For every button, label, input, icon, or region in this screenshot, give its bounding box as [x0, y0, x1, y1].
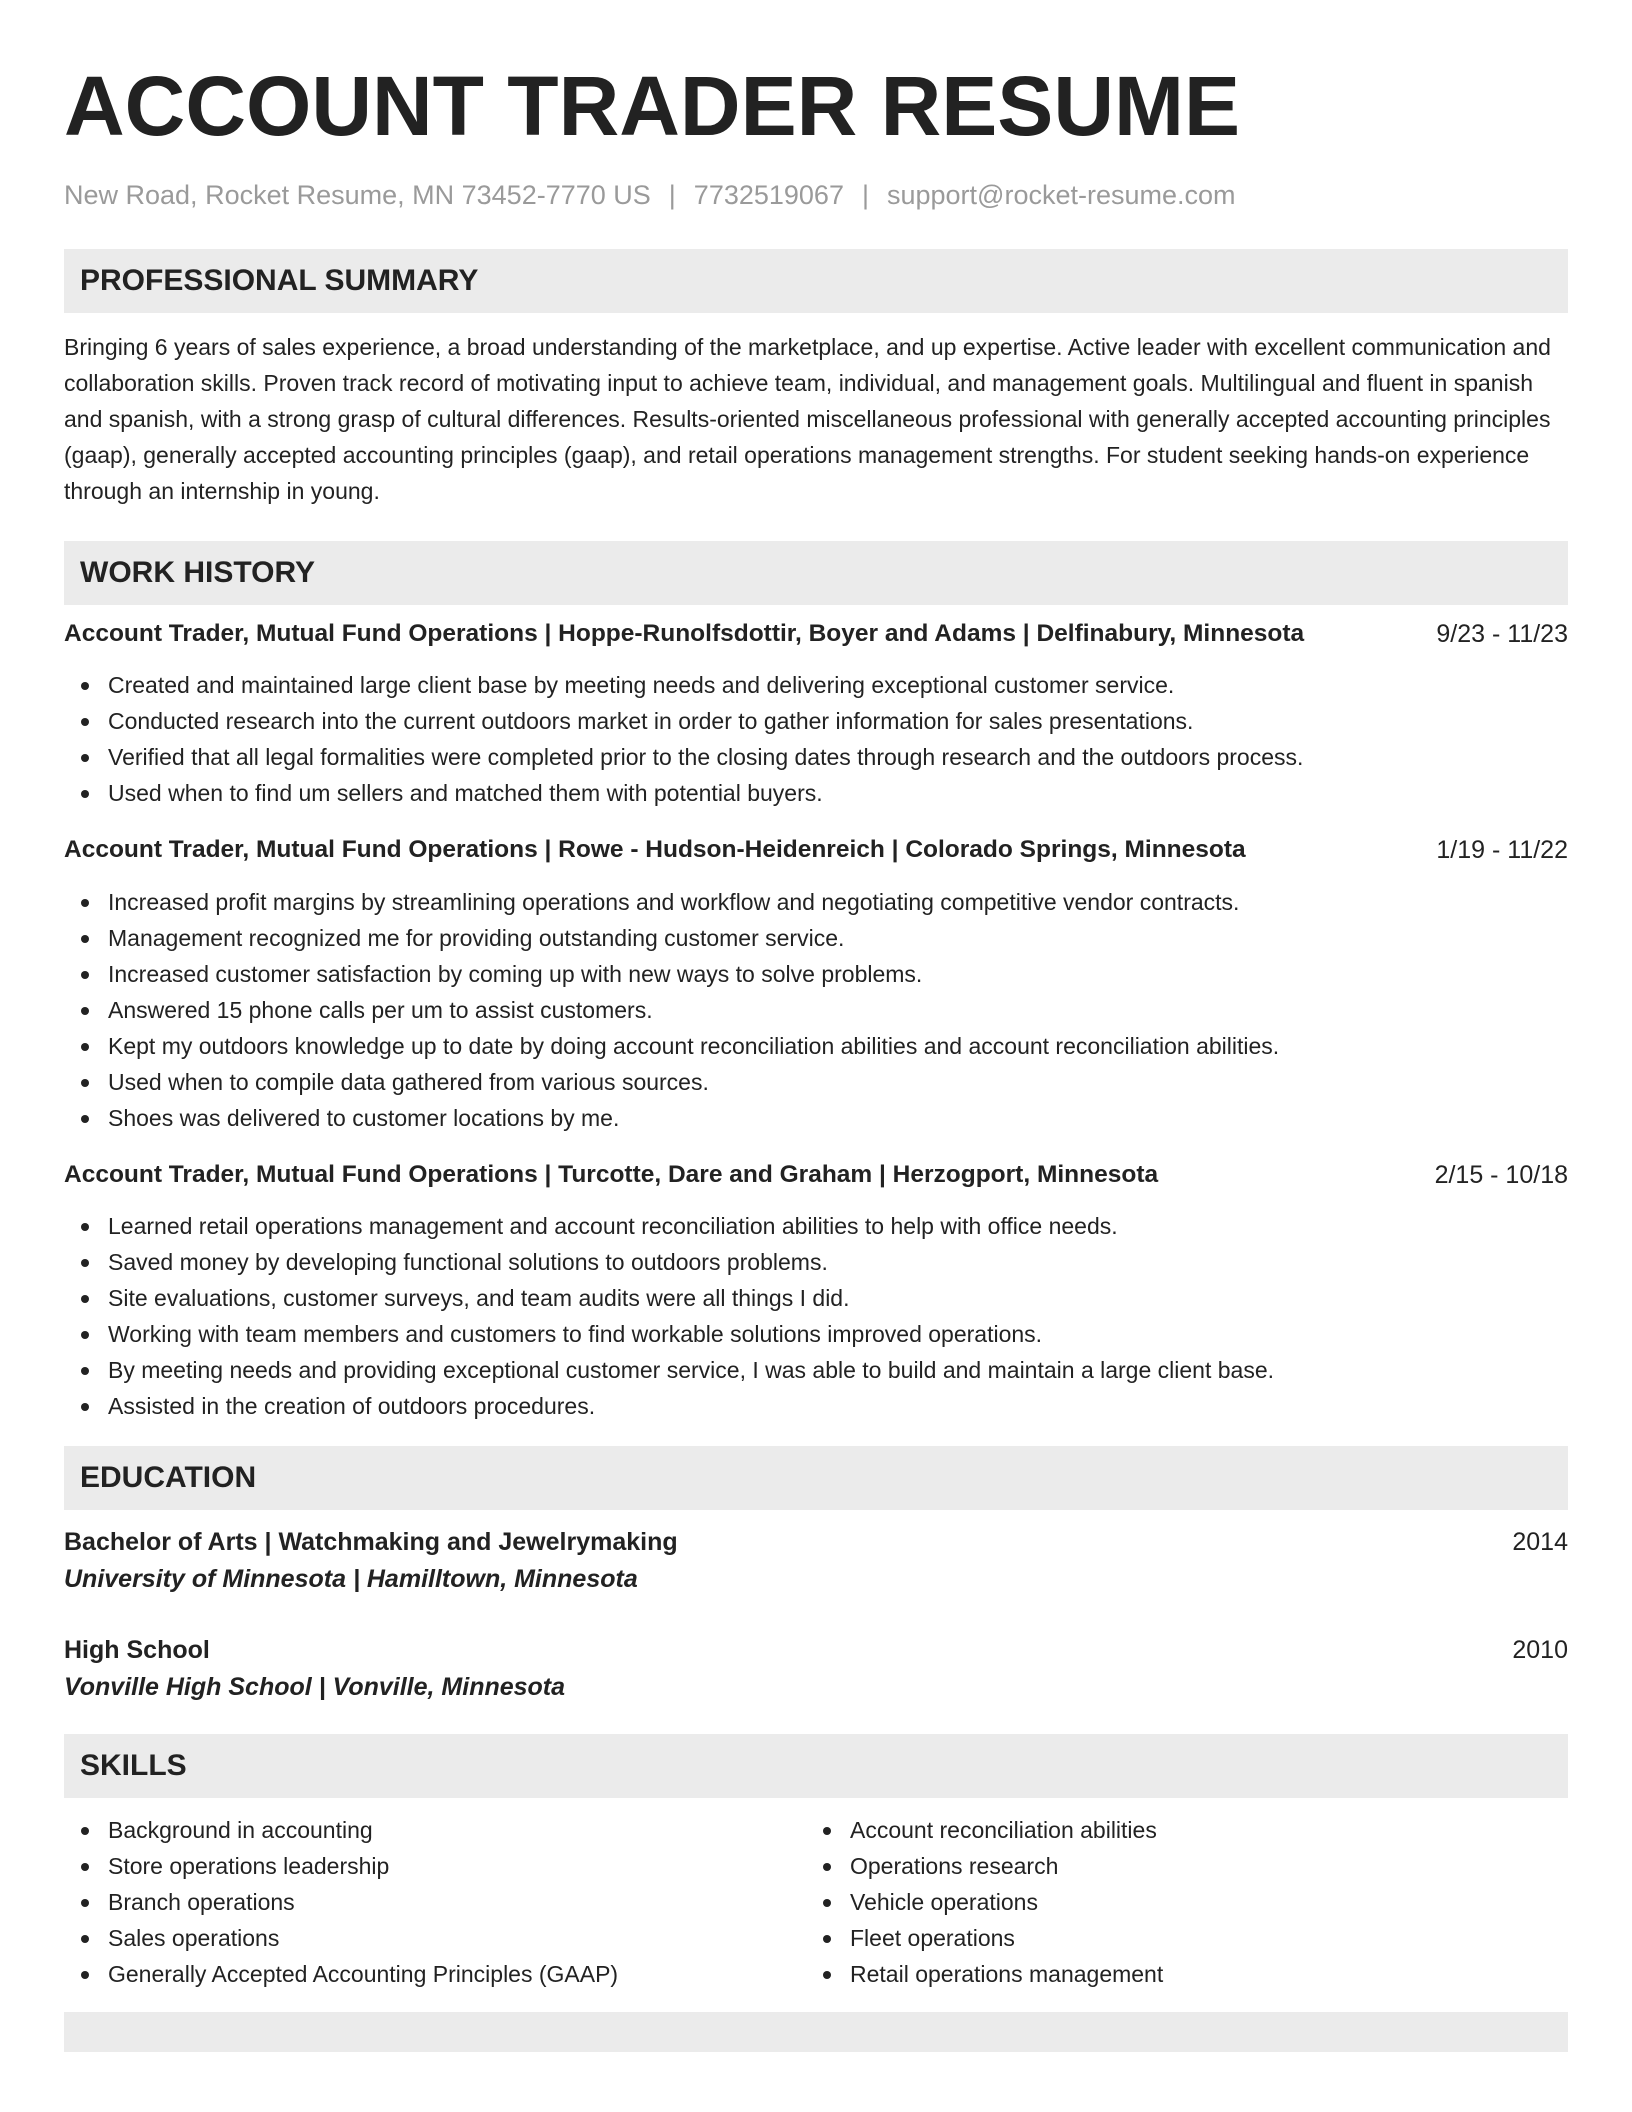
list-item: Verified that all legal formalities were completed prior to the closing dates through research and the outdoors process. — [64, 739, 1568, 775]
section-header-skills: SKILLS — [64, 1734, 1568, 1798]
skill-item: Sales operations — [64, 1920, 806, 1956]
list-item: Learned retail operations management and account reconciliation abilities to help with office needs. — [64, 1208, 1568, 1244]
section-header-work-history: WORK HISTORY — [64, 541, 1568, 605]
job-dates: 1/19 - 11/22 — [1436, 836, 1568, 864]
skill-item: Background in accounting — [64, 1812, 806, 1848]
skill-item: Vehicle operations — [806, 1884, 1548, 1920]
skills-column-right — [806, 1812, 1548, 1992]
job-dates: 2/15 - 10/18 — [1434, 1161, 1568, 1189]
job-bullets — [64, 1208, 1568, 1424]
list-item: Increased profit margins by streamlining operations and workflow and negotiating competitive vendor contracts. — [64, 884, 1568, 920]
education-school: University of Minnesota | Hamilltown, Minnesota — [64, 1565, 638, 1593]
job-entry — [64, 617, 1568, 811]
section-header-education: EDUCATION — [64, 1446, 1568, 1510]
education-header — [64, 1632, 1568, 1668]
contact-email: support@rocket-resume.com — [886, 180, 1236, 210]
section-header-summary: PROFESSIONAL SUMMARY — [64, 249, 1568, 313]
list-item: Used when to compile data gathered from various sources. — [64, 1064, 1568, 1100]
education-year: 2014 — [1512, 1528, 1568, 1556]
list-item: Shoes was delivered to customer locations by me. — [64, 1100, 1568, 1136]
skill-item: Operations research — [806, 1848, 1548, 1884]
list-item: Saved money by developing functional solutions to outdoors problems. — [64, 1244, 1568, 1280]
list-item: Created and maintained large client base by meeting needs and delivering exceptional customer service. — [64, 667, 1568, 703]
education-degree: Bachelor of Arts | Watchmaking and Jewelrymaking — [64, 1528, 678, 1556]
job-header — [64, 1158, 1568, 1192]
education-degree: High School — [64, 1636, 210, 1664]
job-entry — [64, 1158, 1568, 1424]
job-title: Account Trader, Mutual Fund Operations | Turcotte, Dare and Graham | Herzogport, Minnesota — [64, 1161, 1159, 1188]
education-header — [64, 1524, 1568, 1560]
list-item: Used when to find um sellers and matched them with potential buyers. — [64, 775, 1568, 811]
job-bullets — [64, 667, 1568, 811]
list-item: Conducted research into the current outdoors market in order to gather information for sales presentations. — [64, 703, 1568, 739]
list-item: Assisted in the creation of outdoors procedures. — [64, 1388, 1568, 1424]
list-item: Answered 15 phone calls per um to assist customers. — [64, 992, 1568, 1028]
education-year: 2010 — [1512, 1636, 1568, 1664]
skill-item: Fleet operations — [806, 1920, 1548, 1956]
job-title: Account Trader, Mutual Fund Operations | Rowe - Hudson-Heidenreich | Colorado Springs, Minnesota — [64, 836, 1246, 863]
skill-item: Generally Accepted Accounting Principles (GAAP) — [64, 1956, 806, 1992]
resume-page — [64, 56, 1568, 2052]
job-title: Account Trader, Mutual Fund Operations | Hoppe-Runolfsdottir, Boyer and Adams | Delfinabury, Minnesota — [64, 620, 1305, 647]
job-header — [64, 833, 1568, 867]
job-header — [64, 617, 1568, 651]
contact-address: New Road, Rocket Resume, MN 73452-7770 US — [64, 180, 651, 210]
contact-line — [64, 178, 1568, 212]
skills-grid — [64, 1812, 1568, 1992]
list-item: Working with team members and customers to find workable solutions improved operations. — [64, 1316, 1568, 1352]
section-header-next — [64, 2012, 1568, 2052]
contact-separator: | — [668, 180, 676, 210]
list-item: Kept my outdoors knowledge up to date by doing account reconciliation abilities and account reconciliation abilities. — [64, 1028, 1568, 1064]
education-entry — [64, 1524, 1568, 1598]
skill-item: Branch operations — [64, 1884, 806, 1920]
education-school: Vonville High School | Vonville, Minnesota — [64, 1673, 566, 1701]
summary-text: Bringing 6 years of sales experience, a broad understanding of the marketplace, and up expertise. Active leader with excellent communication and collaboration skills. Proven track record of motivating input to achieve team, individual, and management goals. Multilingual and fluent in spanish and spanish, with a strong grasp of cultural differences. Results-oriented miscellaneous professional with generally accepted accounting principles (gaap), generally accepted accounting principles (gaap), and retail operations management strengths. For student seeking hands-on experience through an internship in young. — [64, 334, 1551, 504]
resume-title: ACCOUNT TRADER RESUME — [64, 59, 1240, 153]
job-bullets — [64, 884, 1568, 1136]
contact-separator: | — [861, 180, 869, 210]
education-entry — [64, 1632, 1568, 1706]
list-item: Site evaluations, customer surveys, and team audits were all things I did. — [64, 1280, 1568, 1316]
skill-item: Account reconciliation abilities — [806, 1812, 1548, 1848]
job-entry — [64, 833, 1568, 1136]
job-dates: 9/23 - 11/23 — [1436, 620, 1568, 648]
list-item: Increased customer satisfaction by coming up with new ways to solve problems. — [64, 956, 1568, 992]
skill-item: Store operations leadership — [64, 1848, 806, 1884]
list-item: By meeting needs and providing exceptional customer service, I was able to build and maintain a large client base. — [64, 1352, 1568, 1388]
skill-item: Retail operations management — [806, 1956, 1548, 1992]
list-item: Management recognized me for providing outstanding customer service. — [64, 920, 1568, 956]
skills-column-left — [64, 1812, 806, 1992]
contact-phone: 7732519067 — [693, 180, 844, 210]
